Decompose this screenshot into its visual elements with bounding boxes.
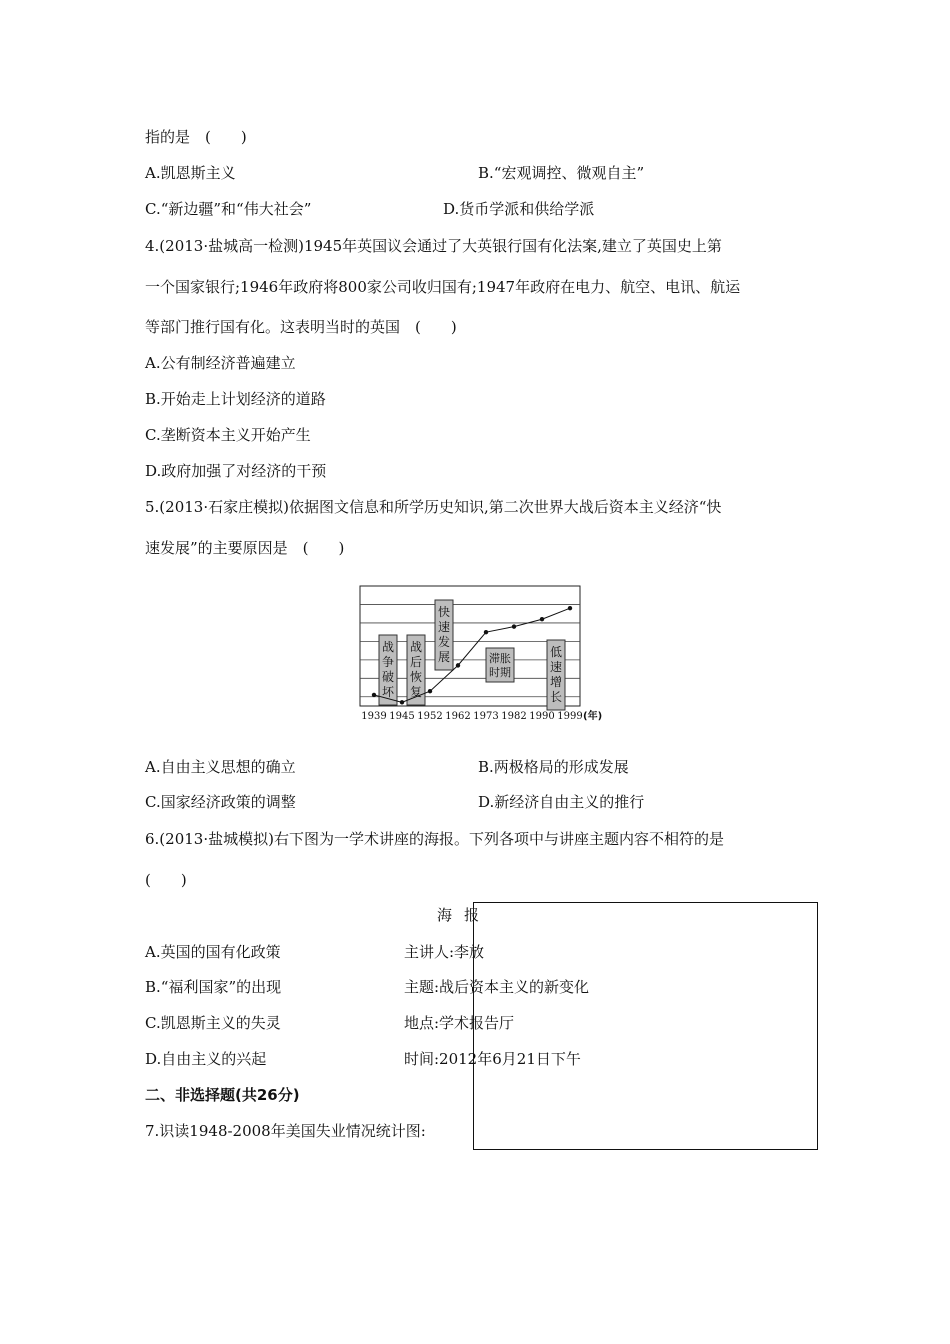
q5-option-b[interactable]: B.两极格局的形成发展 <box>478 758 629 776</box>
phase-label: 破 <box>381 670 395 684</box>
phase-label: 坏 <box>381 685 395 699</box>
phase-label: 争 <box>381 655 395 669</box>
q4-option-d[interactable]: D.政府加强了对经济的干预 <box>145 462 327 480</box>
q7-stem-line1: 7.识读1948-2008年美国失业情况统计图: <box>145 1122 426 1140</box>
x-tick-label: 1999 <box>557 711 583 722</box>
q3-option-c[interactable]: C.“新边疆”和“伟大社会” <box>145 200 312 218</box>
data-point <box>400 700 404 704</box>
phase-label: 发 <box>437 635 451 649</box>
data-point <box>428 689 432 693</box>
q5-stem-line2: 速发展”的主要原因是 ( ) <box>145 539 345 557</box>
phase-label: 战 <box>381 640 395 654</box>
q4-option-a[interactable]: A.公有制经济普遍建立 <box>145 354 296 372</box>
poster-frame <box>473 902 818 1150</box>
q4-option-c[interactable]: C.垄断资本主义开始产生 <box>145 426 311 444</box>
q3-option-a[interactable]: A.凯恩斯主义 <box>145 164 236 182</box>
data-point <box>568 606 572 610</box>
phase-label: 后 <box>409 655 423 669</box>
q5-option-d[interactable]: D.新经济自由主义的推行 <box>478 793 645 811</box>
section2-heading: 二、非选择题(共26分) <box>145 1086 300 1104</box>
phase-label: 快 <box>437 605 451 619</box>
phase-label: 时期 <box>489 666 511 679</box>
data-point <box>540 617 544 621</box>
data-point <box>372 693 376 697</box>
x-unit-label: (年) <box>583 711 603 722</box>
q5-option-a[interactable]: A.自由主义思想的确立 <box>145 758 296 776</box>
q6-option-a[interactable]: A.英国的国有化政策 <box>145 943 281 961</box>
q4-option-b[interactable]: B.开始走上计划经济的道路 <box>145 390 326 408</box>
data-point <box>484 630 488 634</box>
q6-stem-line2: ( ) <box>145 871 187 889</box>
poster-place: 地点:学术报告厅 <box>404 1014 515 1032</box>
phase-label: 战 <box>409 640 423 654</box>
q4-stem-line2: 一个国家银行;1946年政府将800家公司收归国有;1947年政府在电力、航空、电讯、航运 <box>145 278 741 296</box>
phase-label: 速 <box>549 660 563 674</box>
x-tick-label: 1973 <box>473 711 499 722</box>
q6-option-d[interactable]: D.自由主义的兴起 <box>145 1050 267 1068</box>
q3-option-b[interactable]: B.“宏观调控、微观自主” <box>478 164 645 182</box>
poster-topic: 主题:战后资本主义的新变化 <box>404 978 590 996</box>
poster-time: 时间:2012年6月21日下午 <box>404 1050 581 1068</box>
phase-label: 恢 <box>409 670 423 684</box>
q4-stem-line1: 4.(2013·盐城高一检测)1945年英国议会通过了大英银行国有化法案,建立了英国史上第 <box>145 237 722 255</box>
q3-option-d[interactable]: D.货币学派和供给学派 <box>443 200 595 218</box>
q4-stem-line3: 等部门推行国有化。这表明当时的英国 ( ) <box>145 318 457 336</box>
phase-label: 复 <box>409 685 423 699</box>
x-tick-label: 1939 <box>361 711 387 722</box>
q6-stem-line1: 6.(2013·盐城模拟)右下图为一学术讲座的海报。下列各项中与讲座主题内容不相符的是 <box>145 830 724 848</box>
phase-label: 速 <box>437 620 451 634</box>
phase-label: 增 <box>549 675 563 689</box>
phase-label: 低 <box>549 645 563 659</box>
phase-label: 长 <box>549 690 563 704</box>
q3-stem-tail: 指的是 ( ) <box>145 128 247 146</box>
x-tick-label: 1952 <box>417 711 443 722</box>
poster-speaker: 主讲人:李放 <box>404 943 485 961</box>
q6-option-c[interactable]: C.凯恩斯主义的失灵 <box>145 1014 281 1032</box>
x-tick-label: 1962 <box>445 711 471 722</box>
q6-option-b[interactable]: B.“福利国家”的出现 <box>145 978 282 996</box>
data-point <box>456 663 460 667</box>
poster-title: 海报 <box>437 906 492 924</box>
q5-stem-line1: 5.(2013·石家庄模拟)依据图文信息和所学历史知识,第二次世界大战后资本主义经济“快 <box>145 498 722 516</box>
x-tick-label: 1990 <box>529 711 555 722</box>
data-point <box>512 624 516 628</box>
x-tick-label: 1982 <box>501 711 527 722</box>
economy-phase-chart <box>355 583 615 723</box>
phase-label: 展 <box>437 650 451 664</box>
phase-label: 滞胀 <box>489 652 511 665</box>
x-tick-label: 1945 <box>389 711 415 722</box>
q5-option-c[interactable]: C.国家经济政策的调整 <box>145 793 296 811</box>
